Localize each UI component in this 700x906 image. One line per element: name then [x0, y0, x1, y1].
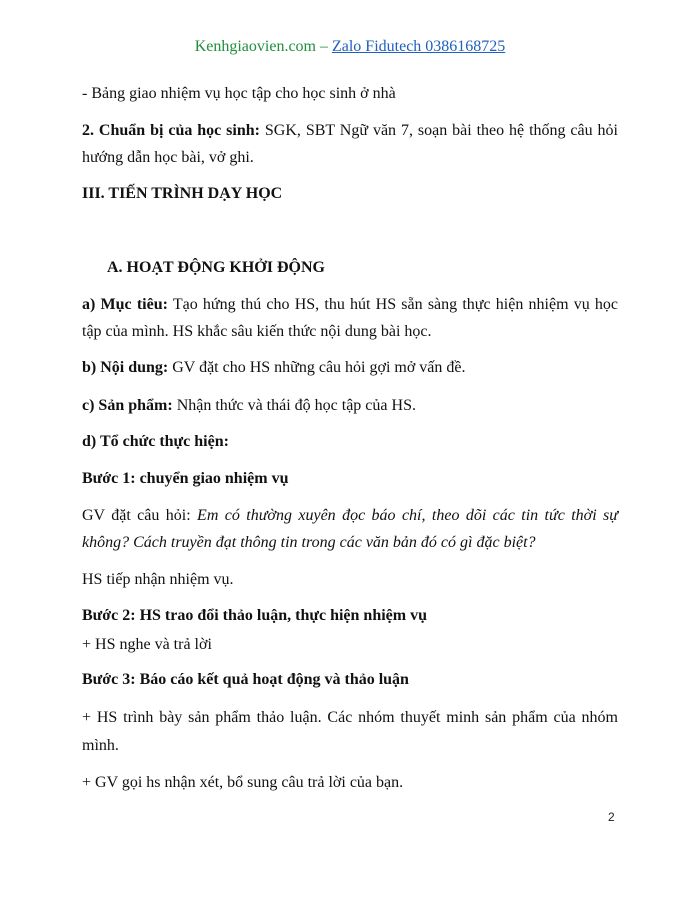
step-2-item: + HS nghe và trả lời [82, 636, 212, 653]
question-line-2: không? Cách truyền đạt thông tin trong các văn bản đó có gì đặc biệt? [82, 534, 536, 551]
content-text: GV đặt cho HS những câu hỏi gợi mở vấn đề. [168, 359, 466, 376]
question-italic-a: Em có thường xuyên đọc báo chí, theo dõi các tin tức thời sự [197, 507, 618, 524]
question-lead: GV đặt câu hỏi: [82, 507, 198, 524]
product-label: c) Sản phẩm: [82, 397, 173, 414]
header-separator: – [315, 38, 332, 55]
step-2-title: Bước 2: HS trao đổi thảo luận, thực hiện nhiệm vụ [82, 607, 427, 624]
student-prep-text-a: SGK, SBT Ngữ văn 7, soạn bài theo hệ thống câu hỏi [259, 122, 618, 139]
step-3-title: Bước 3: Báo cáo kết quả hoạt động và thảo luận [82, 671, 409, 688]
step-3-item-1-line-1: + HS trình bày sản phẩm thảo luận. Các nhóm thuyết minh sản phẩm của nhóm [82, 709, 618, 726]
page-header [0, 38, 700, 56]
activity-title: A. HOẠT ĐỘNG KHỞI ĐỘNG [107, 259, 325, 276]
product-text: Nhận thức và thái độ học tập của HS. [172, 397, 416, 414]
step-3-item-1-line-2: mình. [82, 737, 119, 754]
goal-line-2: tập của mình. HS khắc sâu kiến thức nội dung bài học. [82, 323, 432, 340]
question-line-1 [82, 506, 618, 526]
goal-line-1 [82, 295, 618, 315]
student-prep-label: 2. Chuẩn bị của học sinh: [82, 122, 260, 139]
line-assignment-sheet: - Bảng giao nhiệm vụ học tập cho học sinh ở nhà [82, 85, 396, 102]
step-3-item-2: + GV gọi hs nhận xét, bổ sung câu trả lời của bạn. [82, 774, 404, 791]
goal-label: a) Mục tiêu: [82, 296, 168, 313]
receive-task-line: HS tiếp nhận nhiệm vụ. [82, 571, 234, 588]
content-line [82, 358, 618, 378]
student-prep-line-1 [82, 121, 618, 141]
organize-label: d) Tổ chức thực hiện: [82, 433, 229, 450]
section-3-title: III. TIẾN TRÌNH DẠY HỌC [82, 185, 283, 202]
product-line [82, 396, 618, 416]
page-number: 2 [608, 810, 615, 824]
step-1-title: Bước 1: chuyển giao nhiệm vụ [82, 470, 289, 487]
header-site-link[interactable]: Kenhgiaovien.com [194, 38, 316, 55]
goal-text-a: Tạo hứng thú cho HS, thu hút HS sẵn sàng thực hiện nhiệm vụ học [167, 296, 619, 313]
header-zalo-link[interactable]: Zalo Fidutech 0386168725 [331, 38, 506, 55]
student-prep-line-2: hướng dẫn học bài, vở ghi. [82, 149, 254, 166]
content-label: b) Nội dung: [82, 359, 169, 376]
